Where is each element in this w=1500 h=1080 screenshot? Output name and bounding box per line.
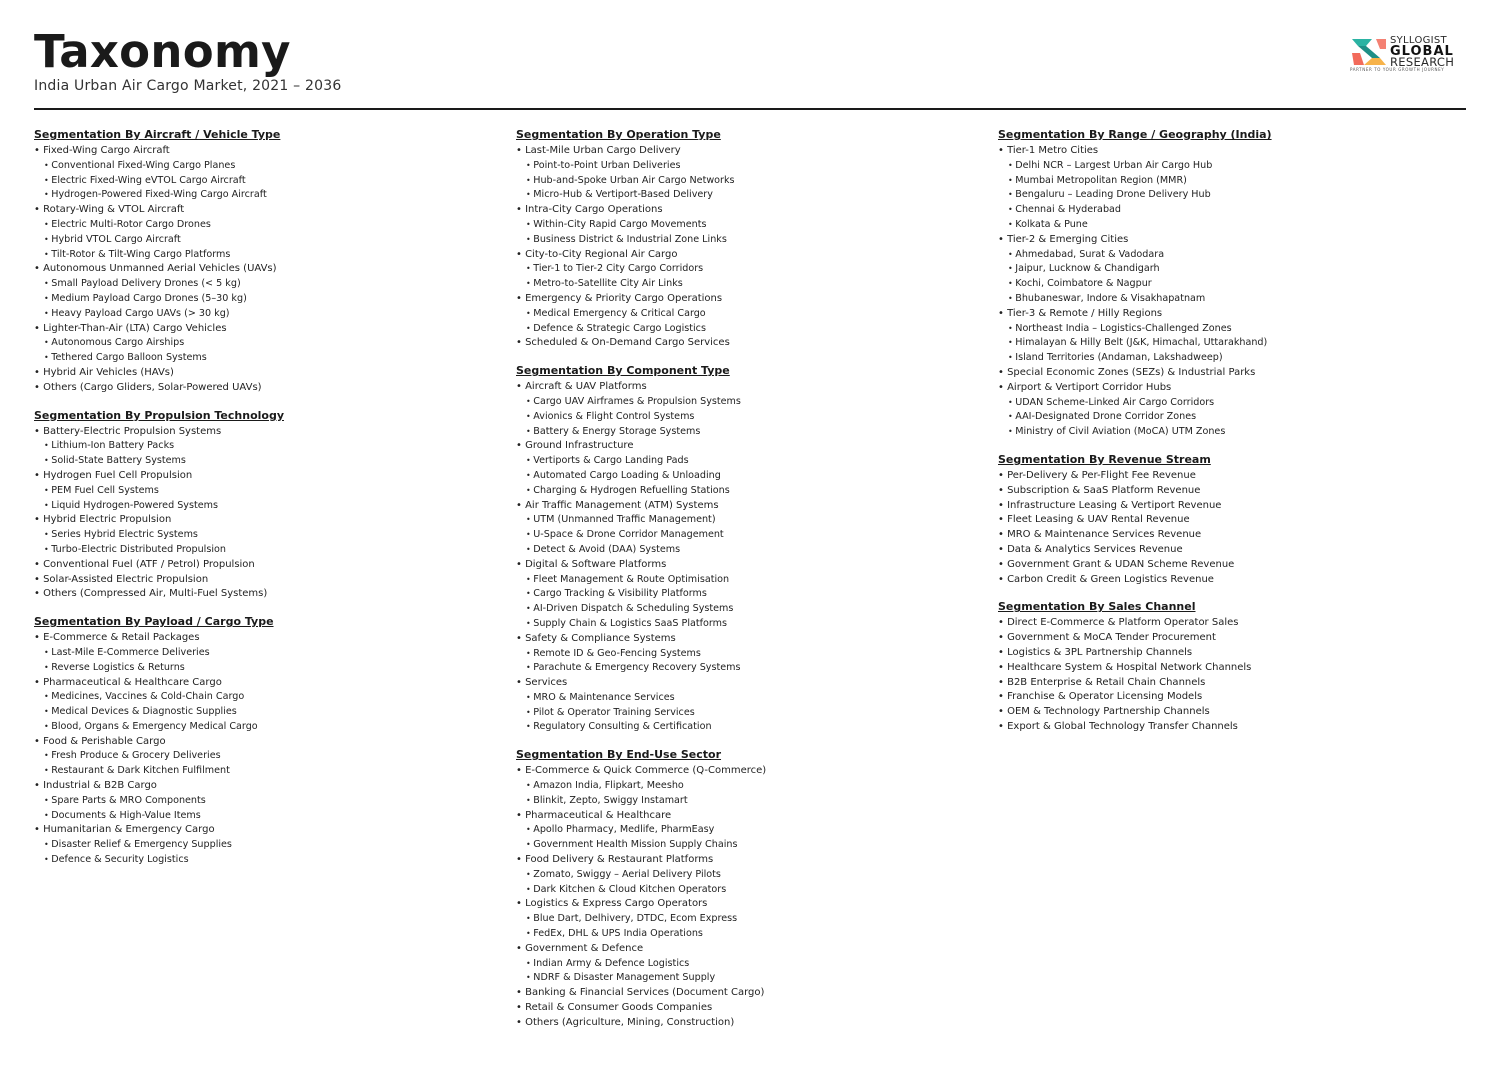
list-item: • Pharmaceutical & Healthcare Cargo — [34, 676, 504, 691]
sub-list-item: • Blood, Organs & Emergency Medical Cargo — [34, 720, 504, 735]
sub-list-item: • Parachute & Emergency Recovery Systems — [516, 661, 986, 676]
sub-list-item: • Autonomous Cargo Airships — [34, 336, 504, 351]
segmentation-section — [998, 453, 1468, 587]
sub-list-item: • Medicines, Vaccines & Cold-Chain Cargo — [34, 690, 504, 705]
list-item: • Fleet Leasing & UAV Rental Revenue — [998, 513, 1468, 528]
logo-text-line3: RESEARCH — [1390, 55, 1455, 69]
sub-list-item: • Apollo Pharmacy, Medlife, PharmEasy — [516, 823, 986, 838]
list-item: • Solar-Assisted Electric Propulsion — [34, 573, 504, 588]
sub-list-item: • Hybrid VTOL Cargo Aircraft — [34, 233, 504, 248]
list-item: • Subscription & SaaS Platform Revenue — [998, 484, 1468, 499]
list-item: • Others (Cargo Gliders, Solar-Powered UAVs) — [34, 381, 504, 396]
sub-list-item: • Defence & Strategic Cargo Logistics — [516, 322, 986, 337]
sub-list-item: • Lithium-Ion Battery Packs — [34, 439, 504, 454]
list-item: • Battery-Electric Propulsion Systems — [34, 425, 504, 440]
list-item: • Pharmaceutical & Healthcare — [516, 809, 986, 824]
sub-list-item: • Spare Parts & MRO Components — [34, 794, 504, 809]
list-item: • Industrial & B2B Cargo — [34, 779, 504, 794]
sub-list-item: • Blinkit, Zepto, Swiggy Instamart — [516, 794, 986, 809]
list-item: • Lighter-Than-Air (LTA) Cargo Vehicles — [34, 322, 504, 337]
sub-list-item: • Restaurant & Dark Kitchen Fulfilment — [34, 764, 504, 779]
page-header — [34, 25, 1466, 108]
list-item: • Digital & Software Platforms — [516, 558, 986, 573]
list-item: • Infrastructure Leasing & Vertiport Revenue — [998, 499, 1468, 514]
sub-list-item: • Electric Multi-Rotor Cargo Drones — [34, 218, 504, 233]
list-item: • Export & Global Technology Transfer Channels — [998, 720, 1468, 735]
sub-list-item: • Indian Army & Defence Logistics — [516, 957, 986, 972]
sub-list-item: • Government Health Mission Supply Chains — [516, 838, 986, 853]
list-item: • Fixed-Wing Cargo Aircraft — [34, 144, 504, 159]
sub-list-item: • Supply Chain & Logistics SaaS Platforms — [516, 617, 986, 632]
sub-list-item: • Medium Payload Cargo Drones (5–30 kg) — [34, 292, 504, 307]
segmentation-section — [34, 615, 504, 868]
sub-list-item: • Bengaluru – Leading Drone Delivery Hub — [998, 188, 1468, 203]
sub-list-item: • Documents & High-Value Items — [34, 809, 504, 824]
sub-list-item: • Ahmedabad, Surat & Vadodara — [998, 248, 1468, 263]
list-item: • Services — [516, 676, 986, 691]
sub-list-item: • Ministry of Civil Aviation (MoCA) UTM Zones — [998, 425, 1468, 440]
sub-list-item: • Last-Mile E-Commerce Deliveries — [34, 646, 504, 661]
sub-list-item: • NDRF & Disaster Management Supply — [516, 971, 986, 986]
sub-list-item: • Heavy Payload Cargo UAVs (> 30 kg) — [34, 307, 504, 322]
sub-list-item: • Hydrogen-Powered Fixed-Wing Cargo Aircraft — [34, 188, 504, 203]
sub-list-item: • Reverse Logistics & Returns — [34, 661, 504, 676]
sub-list-item: • Electric Fixed-Wing eVTOL Cargo Aircraft — [34, 174, 504, 189]
list-item: • OEM & Technology Partnership Channels — [998, 705, 1468, 720]
segmentation-section — [516, 128, 986, 351]
list-item: • Airport & Vertiport Corridor Hubs — [998, 381, 1468, 396]
sub-list-item: • FedEx, DHL & UPS India Operations — [516, 927, 986, 942]
list-item: • Per-Delivery & Per-Flight Fee Revenue — [998, 469, 1468, 484]
list-item: • Logistics & 3PL Partnership Channels — [998, 646, 1468, 661]
segmentation-section — [516, 748, 986, 1030]
sub-list-item: • Liquid Hydrogen-Powered Systems — [34, 499, 504, 514]
sub-list-item: • Blue Dart, Delhivery, DTDC, Ecom Express — [516, 912, 986, 927]
list-item: • Special Economic Zones (SEZs) & Industrial Parks — [998, 366, 1468, 381]
list-item: • Food Delivery & Restaurant Platforms — [516, 853, 986, 868]
taxonomy-column-1 — [34, 128, 504, 881]
sub-list-item: • Cargo UAV Airframes & Propulsion Systems — [516, 395, 986, 410]
list-item: • Tier-2 & Emerging Cities — [998, 233, 1468, 248]
sub-list-item: • Remote ID & Geo-Fencing Systems — [516, 647, 986, 662]
sub-list-item: • Hub-and-Spoke Urban Air Cargo Networks — [516, 174, 986, 189]
list-item: • B2B Enterprise & Retail Chain Channels — [998, 676, 1468, 691]
sub-list-item: • Business District & Industrial Zone Links — [516, 233, 986, 248]
section-title: Segmentation By End-Use Sector — [516, 748, 722, 762]
list-item: • Data & Analytics Services Revenue — [998, 543, 1468, 558]
list-item: • Food & Perishable Cargo — [34, 735, 504, 750]
sub-list-item: • Fresh Produce & Grocery Deliveries — [34, 749, 504, 764]
section-title: Segmentation By Revenue Stream — [998, 452, 1211, 466]
sub-list-item: • Himalayan & Hilly Belt (J&K, Himachal, Uttarakhand) — [998, 336, 1468, 351]
sub-list-item: • Point-to-Point Urban Deliveries — [516, 159, 986, 174]
list-item: • Conventional Fuel (ATF / Petrol) Propulsion — [34, 558, 504, 573]
list-item: • Direct E-Commerce & Platform Operator Sales — [998, 616, 1468, 631]
list-item: • Healthcare System & Hospital Network Channels — [998, 661, 1468, 676]
list-item: • Others (Agriculture, Mining, Construction) — [516, 1016, 986, 1031]
section-title: Segmentation By Range / Geography (India) — [998, 128, 1272, 141]
sub-list-item: • Charging & Hydrogen Refuelling Stations — [516, 484, 986, 499]
list-item: • Tier-3 & Remote / Hilly Regions — [998, 307, 1468, 322]
section-title: Segmentation By Aircraft / Vehicle Type — [34, 128, 281, 141]
sub-list-item: • Chennai & Hyderabad — [998, 203, 1468, 218]
section-title: Segmentation By Payload / Cargo Type — [34, 615, 274, 629]
sub-list-item: • UDAN Scheme-Linked Air Cargo Corridors — [998, 396, 1468, 411]
logo-text-line2: GLOBAL — [1390, 44, 1454, 59]
sub-list-item: • Tilt-Rotor & Tilt-Wing Cargo Platforms — [34, 248, 504, 263]
list-item: • Hydrogen Fuel Cell Propulsion — [34, 469, 504, 484]
sub-list-item: • Regulatory Consulting & Certification — [516, 720, 986, 735]
sub-list-item: • Amazon India, Flipkart, Meesho — [516, 779, 986, 794]
sub-list-item: • Northeast India – Logistics-Challenged Zones — [998, 322, 1468, 337]
sub-list-item: • Battery & Energy Storage Systems — [516, 425, 986, 440]
list-item: • Rotary-Wing & VTOL Aircraft — [34, 203, 504, 218]
sub-list-item: • Detect & Avoid (DAA) Systems — [516, 543, 986, 558]
taxonomy-column-2 — [516, 128, 986, 1044]
segmentation-section — [998, 600, 1468, 734]
sub-list-item: • Pilot & Operator Training Services — [516, 706, 986, 721]
list-item: • Retail & Consumer Goods Companies — [516, 1001, 986, 1016]
header-divider — [34, 108, 1466, 110]
list-item: • Government Grant & UDAN Scheme Revenue — [998, 558, 1468, 573]
sub-list-item: • Solid-State Battery Systems — [34, 454, 504, 469]
list-item: • Franchise & Operator Licensing Models — [998, 690, 1468, 705]
list-item: • E-Commerce & Quick Commerce (Q-Commerce) — [516, 764, 986, 779]
page-title: Taxonomy — [34, 25, 291, 78]
list-item: • Logistics & Express Cargo Operators — [516, 897, 986, 912]
logo-tagline: PARTNER TO YOUR GROWTH JOURNEY — [1350, 67, 1445, 72]
sub-list-item: • Metro-to-Satellite City Air Links — [516, 277, 986, 292]
sub-list-item: • Series Hybrid Electric Systems — [34, 528, 504, 543]
list-item: • City-to-City Regional Air Cargo — [516, 248, 986, 263]
sub-list-item: • Vertiports & Cargo Landing Pads — [516, 454, 986, 469]
segmentation-section — [516, 364, 986, 735]
sub-list-item: • Mumbai Metropolitan Region (MMR) — [998, 174, 1468, 189]
sub-list-item: • AI-Driven Dispatch & Scheduling Systems — [516, 602, 986, 617]
section-title: Segmentation By Component Type — [516, 364, 730, 378]
sub-list-item: • Delhi NCR – Largest Urban Air Cargo Hub — [998, 159, 1468, 174]
sub-list-item: • Dark Kitchen & Cloud Kitchen Operators — [516, 883, 986, 898]
sub-list-item: • Kochi, Coimbatore & Nagpur — [998, 277, 1468, 292]
list-item: • Aircraft & UAV Platforms — [516, 380, 986, 395]
sub-list-item: • Turbo-Electric Distributed Propulsion — [34, 543, 504, 558]
logo-text-line1: SYLLOGIST — [1390, 35, 1447, 46]
sub-list-item: • Tethered Cargo Balloon Systems — [34, 351, 504, 366]
sub-list-item: • Avionics & Flight Control Systems — [516, 410, 986, 425]
sub-list-item: • Jaipur, Lucknow & Chandigarh — [998, 262, 1468, 277]
sub-list-item: • Micro-Hub & Vertiport-Based Delivery — [516, 188, 986, 203]
list-item: • Last-Mile Urban Cargo Delivery — [516, 144, 986, 159]
sub-list-item: • Within-City Rapid Cargo Movements — [516, 218, 986, 233]
sub-list-item: • Medical Devices & Diagnostic Supplies — [34, 705, 504, 720]
sub-list-item: • Cargo Tracking & Visibility Platforms — [516, 587, 986, 602]
sub-list-item: • UTM (Unmanned Traffic Management) — [516, 513, 986, 528]
sub-list-item: • U-Space & Drone Corridor Management — [516, 528, 986, 543]
list-item: • Humanitarian & Emergency Cargo — [34, 823, 504, 838]
segmentation-section — [34, 409, 504, 603]
taxonomy-column-3 — [998, 128, 1468, 748]
list-item: • Scheduled & On-Demand Cargo Services — [516, 336, 986, 351]
list-item: • Government & MoCA Tender Procurement — [998, 631, 1468, 646]
list-item: • E-Commerce & Retail Packages — [34, 631, 504, 646]
list-item: • Ground Infrastructure — [516, 439, 986, 454]
syllogist-logo-icon — [1350, 37, 1388, 67]
sub-list-item: • Disaster Relief & Emergency Supplies — [34, 838, 504, 853]
sub-list-item: • AAI-Designated Drone Corridor Zones — [998, 410, 1468, 425]
list-item: • Carbon Credit & Green Logistics Revenue — [998, 573, 1468, 588]
section-title: Segmentation By Sales Channel — [998, 600, 1196, 614]
sub-list-item: • Conventional Fixed-Wing Cargo Planes — [34, 159, 504, 174]
sub-list-item: • Bhubaneswar, Indore & Visakhapatnam — [998, 292, 1468, 307]
sub-list-item: • Fleet Management & Route Optimisation — [516, 573, 986, 588]
list-item: • Government & Defence — [516, 942, 986, 957]
sub-list-item: • MRO & Maintenance Services — [516, 691, 986, 706]
page-subtitle: India Urban Air Cargo Market, 2021 – 2036 — [34, 78, 342, 94]
list-item: • Air Traffic Management (ATM) Systems — [516, 499, 986, 514]
list-item: • Hybrid Air Vehicles (HAVs) — [34, 366, 504, 381]
list-item: • Tier-1 Metro Cities — [998, 144, 1468, 159]
section-title: Segmentation By Operation Type — [516, 128, 721, 141]
sub-list-item: • Defence & Security Logistics — [34, 853, 504, 868]
company-logo — [1350, 36, 1460, 74]
list-item: • Intra-City Cargo Operations — [516, 203, 986, 218]
list-item: • Emergency & Priority Cargo Operations — [516, 292, 986, 307]
list-item: • Autonomous Unmanned Aerial Vehicles (UAVs) — [34, 262, 504, 277]
sub-list-item: • Automated Cargo Loading & Unloading — [516, 469, 986, 484]
section-title: Segmentation By Propulsion Technology — [34, 408, 284, 422]
list-item: • MRO & Maintenance Services Revenue — [998, 528, 1468, 543]
sub-list-item: • Tier-1 to Tier-2 City Cargo Corridors — [516, 262, 986, 277]
sub-list-item: • Kolkata & Pune — [998, 218, 1468, 233]
sub-list-item: • Small Payload Delivery Drones (< 5 kg) — [34, 277, 504, 292]
list-item: • Others (Compressed Air, Multi-Fuel Systems) — [34, 587, 504, 602]
sub-list-item: • Medical Emergency & Critical Cargo — [516, 307, 986, 322]
sub-list-item: • Zomato, Swiggy – Aerial Delivery Pilots — [516, 868, 986, 883]
list-item: • Banking & Financial Services (Document Cargo) — [516, 986, 986, 1001]
segmentation-section — [34, 128, 504, 396]
sub-list-item: • Island Territories (Andaman, Lakshadweep) — [998, 351, 1468, 366]
segmentation-section — [998, 128, 1468, 440]
sub-list-item: • PEM Fuel Cell Systems — [34, 484, 504, 499]
list-item: • Hybrid Electric Propulsion — [34, 513, 504, 528]
list-item: • Safety & Compliance Systems — [516, 632, 986, 647]
